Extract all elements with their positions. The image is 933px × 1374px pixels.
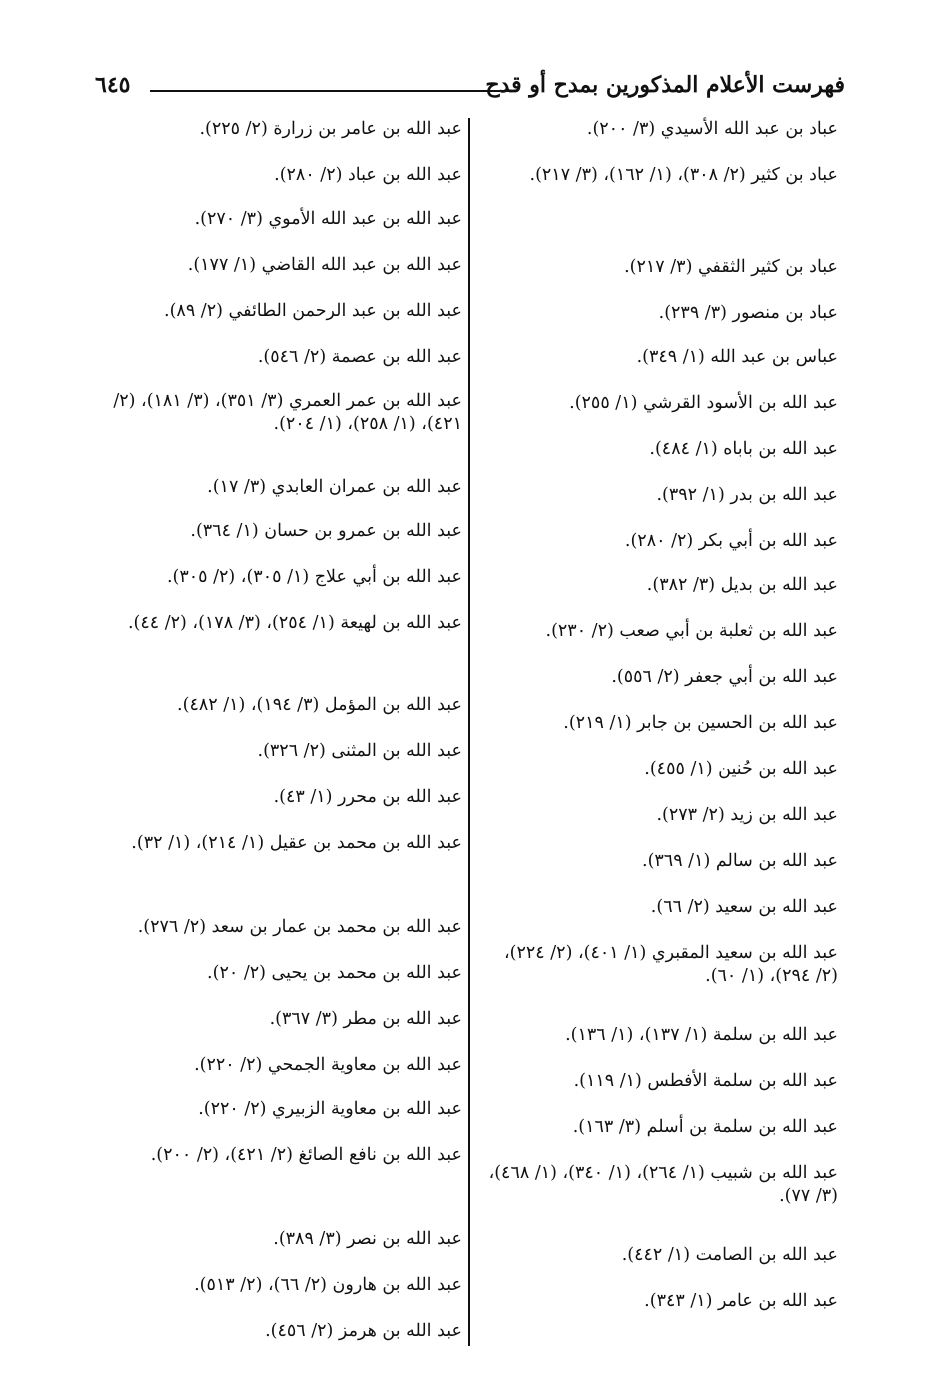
index-entry: عبد الله بن عمر العمري (٣/ ٣٥١)، (٣/ ١٨١)، (٢/ ٤٢١)، (١/ ٢٥٨)، (١/ ٢٠٤). bbox=[113, 391, 462, 434]
index-entry: عبد الله بن عبد الله الأموي (٣/ ٢٧٠). bbox=[194, 209, 462, 229]
index-entry: عبد الله بن شبيب (١/ ٢٦٤)، (١/ ٣٤٠)، (١/ ٤٦٨)، (٣/ ٧٧). bbox=[488, 1163, 838, 1206]
index-entry: عبد الله بن محمد بن عمار بن سعد (٢/ ٢٧٦). bbox=[137, 917, 462, 937]
index-entry: عبد الله بن هارون (٢/ ٦٦)، (٢/ ٥١٣). bbox=[194, 1275, 462, 1295]
index-entry: عبد الله بن حُنين (١/ ٤٥٥). bbox=[644, 759, 838, 779]
index-entry: عبد الله بن الحسين بن جابر (١/ ٢١٩). bbox=[563, 713, 838, 733]
column-divider bbox=[468, 118, 470, 1346]
page-number: ٦٤٥ bbox=[95, 72, 131, 98]
index-entry: عبد الله بن أبي علاج (١/ ٣٠٥)، (٢/ ٣٠٥). bbox=[166, 567, 462, 587]
index-entry: عبد الله بن لهيعة (١/ ٢٥٤)، (٣/ ١٧٨)، (٢/ ٤٤). bbox=[127, 613, 462, 633]
index-entry: عبد الله بن عمرو بن حسان (١/ ٣٦٤). bbox=[190, 521, 462, 541]
index-entry: عباس بن عبد الله (١/ ٣٤٩). bbox=[636, 347, 838, 367]
index-entry: عبد الله بن باباه (١/ ٤٨٤). bbox=[649, 439, 838, 459]
index-entry: عباد بن منصور (٣/ ٢٣٩). bbox=[658, 303, 838, 323]
index-entry: عبد الله بن معاوية الجمحي (٢/ ٢٢٠). bbox=[194, 1055, 462, 1075]
index-entry: عبد الله بن سعيد (٢/ ٦٦). bbox=[650, 897, 838, 917]
index-entry: عبد الله بن عامر بن زرارة (٢/ ٢٢٥). bbox=[199, 119, 462, 139]
index-entry: عبد الله بن سلمة (١/ ١٣٧)، (١/ ١٣٦). bbox=[565, 1025, 838, 1045]
index-entry: عبد الله بن سعيد المقبري (١/ ٤٠١)، (٢/ ٢٢٤)، (٢/ ٢٩٤)، (١/ ٦٠). bbox=[504, 943, 838, 986]
index-entry: عبد الله بن محمد بن يحيى (٢/ ٢٠). bbox=[207, 963, 462, 983]
index-entry: عبد الله بن عبد الرحمن الطائفي (٢/ ٨٩). bbox=[164, 301, 462, 321]
index-entry: عبد الله بن نصر (٣/ ٣٨٩). bbox=[273, 1229, 462, 1249]
index-entry: عبد الله بن زيد (٢/ ٢٧٣). bbox=[656, 805, 838, 825]
index-entry: عباد بن كثير الثقفي (٣/ ٢١٧). bbox=[624, 257, 838, 277]
index-entry: عبد الله بن هرمز (٢/ ٤٥٦). bbox=[265, 1321, 462, 1341]
index-entry: عبد الله بن المثنى (٢/ ٣٢٦). bbox=[257, 741, 462, 761]
index-entry: عبد الله بن عصمة (٢/ ٥٤٦). bbox=[257, 347, 462, 367]
index-entry: عبد الله بن ثعلبة بن أبي صعب (٢/ ٢٣٠). bbox=[545, 621, 838, 641]
index-entry: عبد الله بن الأسود القرشي (١/ ٢٥٥). bbox=[569, 393, 838, 413]
index-entry: عبد الله بن معاوية الزبيري (٢/ ٢٢٠). bbox=[198, 1099, 462, 1119]
header-rule bbox=[150, 90, 515, 92]
index-entry: عبد الله بن محمد بن عقيل (١/ ٢١٤)، (١/ ٣٢). bbox=[131, 833, 462, 853]
index-entry: عبد الله بن أبي بكر (٢/ ٢٨٠). bbox=[624, 531, 838, 551]
index-entry: عبد الله بن مطر (٣/ ٣٦٧). bbox=[269, 1009, 462, 1029]
index-entry: عبد الله بن عامر (١/ ٣٤٣). bbox=[644, 1291, 838, 1311]
running-title: فهرست الأعلام المذكورين بمدح أو قدح bbox=[485, 72, 845, 98]
index-entry: عبد الله بن سلمة بن أسلم (٣/ ١٦٣). bbox=[572, 1117, 838, 1137]
index-entry: عبد الله بن سالم (١/ ٣٦٩). bbox=[642, 851, 838, 871]
index-entry: عبد الله بن المؤمل (٣/ ١٩٤)، (١/ ٤٨٢). bbox=[177, 695, 462, 715]
index-entry: عباد بن كثير (٢/ ٣٠٨)، (١/ ١٦٢)، (٣/ ٢١٧). bbox=[529, 165, 838, 185]
index-entry: عبد الله بن سلمة الأفطس (١/ ١١٩). bbox=[573, 1071, 838, 1091]
index-entry: عبد الله بن بديل (٣/ ٣٨٢). bbox=[646, 575, 838, 595]
index-entry: عبد الله بن عباد (٢/ ٢٨٠). bbox=[274, 165, 462, 185]
page-header bbox=[95, 66, 845, 106]
index-entry: عبد الله بن نافع الصائغ (٢/ ٤٢١)، (٢/ ٢٠٠). bbox=[150, 1145, 462, 1165]
index-entry: عبد الله بن عمران العابدي (٣/ ١٧). bbox=[207, 477, 462, 497]
index-entry: عبد الله بن عبد الله القاضي (١/ ١٧٧). bbox=[187, 255, 462, 275]
index-entry: عبد الله بن بدر (١/ ٣٩٢). bbox=[656, 485, 838, 505]
index-entry: عبد الله بن الصامت (١/ ٤٤٢). bbox=[621, 1245, 838, 1265]
index-entry: عبد الله بن أبي جعفر (٢/ ٥٥٦). bbox=[611, 667, 838, 687]
index-entry: عبد الله بن محرر (١/ ٤٣). bbox=[273, 787, 462, 807]
index-entry: عباد بن عبد الله الأسيدي (٣/ ٢٠٠). bbox=[586, 119, 838, 139]
